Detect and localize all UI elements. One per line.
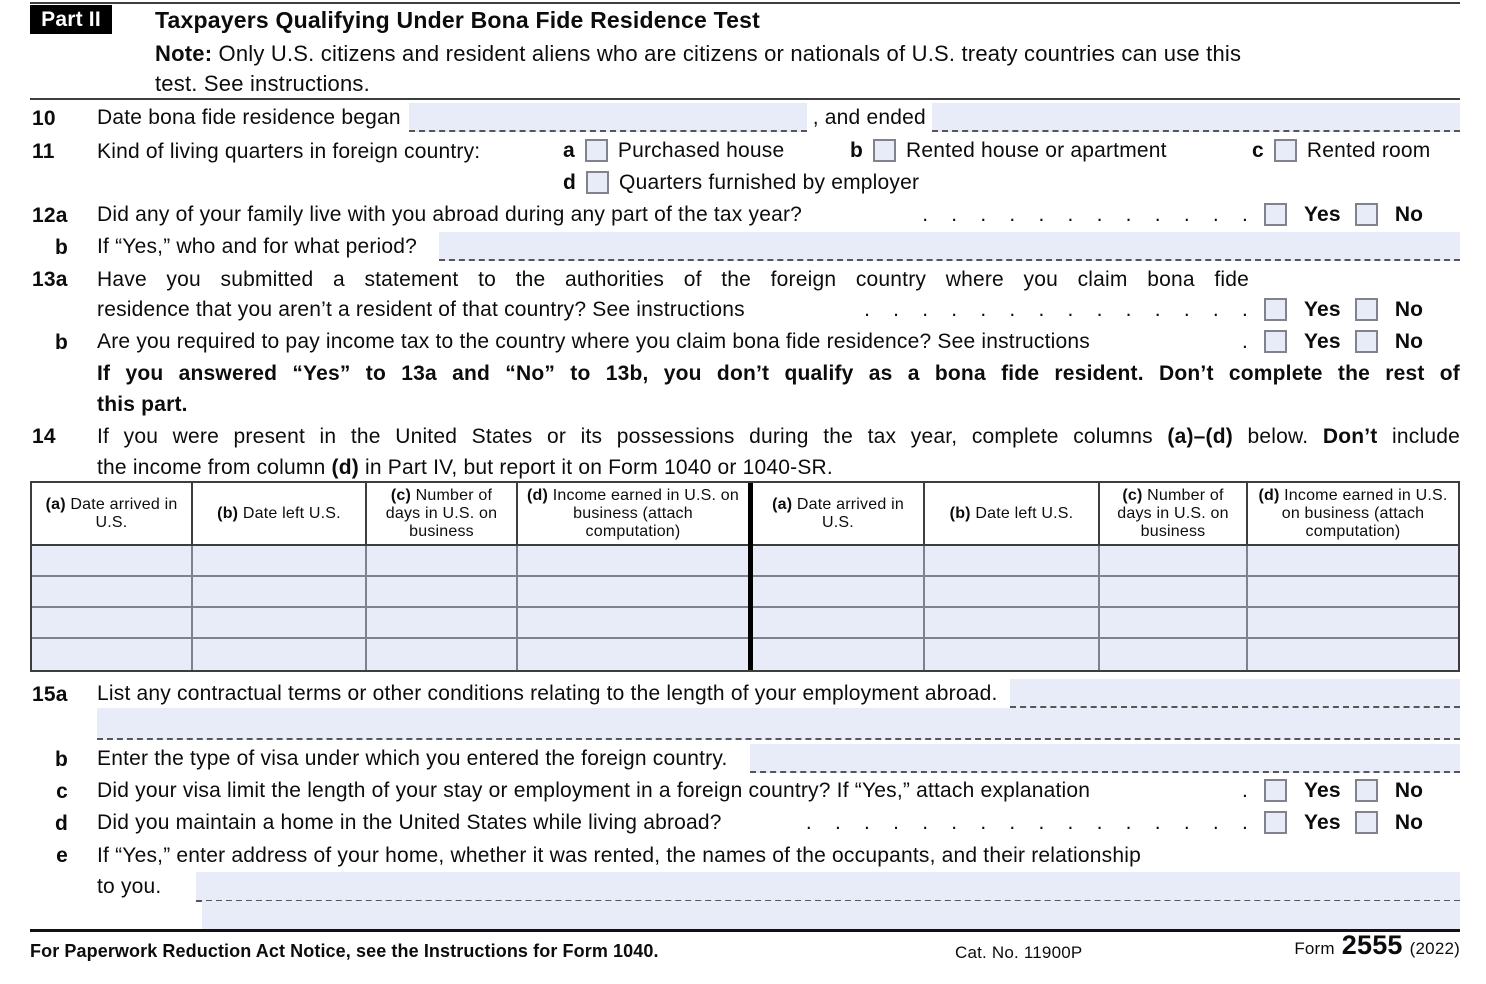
line13a-question-line2: residence that you aren’t a resident of that country? See instructions [97,297,745,321]
line12a-no-checkbox[interactable] [1355,203,1378,226]
line15e-row2 [97,873,1460,900]
note-line-2: test. See instructions. [155,71,370,96]
line15d-yes-checkbox[interactable] [1264,811,1287,834]
table-cell[interactable] [193,639,367,670]
residence-began-field[interactable] [409,103,807,132]
line10-row [97,104,1460,131]
line15c-yes-checkbox[interactable] [1264,779,1287,802]
bottom-rule [30,929,1460,932]
form-number: 2555 [1341,930,1403,960]
table-cell[interactable] [367,577,518,608]
line11-number: 11 [32,140,55,163]
table-cell[interactable] [367,608,518,639]
col-header-right-b: (b) Date left U.S. [925,483,1100,546]
line12b-question: If “Yes,” who and for what period? [97,234,418,258]
option-c-letter: c [1252,138,1264,162]
line13b-yes-checkbox[interactable] [1264,330,1287,353]
line12a-no-label: No [1394,202,1424,226]
option-c-label: Rented room [1306,138,1431,162]
line13a-yes-checkbox[interactable] [1264,298,1287,321]
line15a-number: 15a [32,683,68,706]
form-year: (2022) [1409,939,1460,958]
contractual-terms-field-line1[interactable] [1010,679,1460,708]
line15c-question: Did your visa limit the length of your stay or employment in a foreign country? If “Yes,” attach explanation [97,778,1091,802]
line15b-text: Enter the type of visa under which you entered the foreign country. [97,746,728,770]
table-cell[interactable] [367,546,518,577]
line14-number: 14 [32,425,56,448]
residence-ended-field[interactable] [932,103,1460,132]
line12a-dot-leader: . . . . . . . . . . . . [922,202,1248,226]
and-ended-label: , and ended [812,105,926,129]
col-header-left-b: (b) Date left U.S. [193,483,367,546]
home-address-field-line1[interactable] [196,872,1460,902]
line13b-no-checkbox[interactable] [1355,330,1378,353]
line15e-text-line2: to you. [97,874,162,898]
table-cell[interactable] [367,639,518,670]
line15d-dot-leader: . . . . . . . . . . . . . . . . [805,810,1248,834]
line13b-yesno-group [1264,330,1460,354]
quarters-employer-checkbox[interactable] [586,171,609,194]
table-cell[interactable] [193,608,367,639]
option-a-letter: a [563,138,575,162]
paperwork-reduction-notice: For Paperwork Reduction Act Notice, see the Instructions for Form 1040. [30,941,659,961]
line13a-dot-leader: . . . . . . . . . . . . . . [864,297,1248,321]
table-cell[interactable] [193,546,367,577]
table-cell[interactable] [753,639,925,670]
note-line-1: Note: Only U.S. citizens and resident aliens who are citizens or nationals of U.S. treaty countries can use this [155,41,1242,66]
line12a-number: 12a [32,204,68,227]
line12a-yes-label: Yes [1304,202,1341,226]
option-d-letter: d [563,170,577,194]
table-cell[interactable] [925,639,1100,670]
top-rule [30,2,1460,4]
option-b-letter: b [850,138,864,162]
option-rented-room [1252,137,1431,164]
note-prefix: Note: [155,41,213,66]
table-cell[interactable] [1100,546,1248,577]
line12a-question: Did any of your family live with you abroad during any part of the tax year? [97,202,803,226]
table-cell[interactable] [193,577,367,608]
rented-house-checkbox[interactable] [873,139,896,162]
option-rented-house [850,137,1167,164]
who-what-period-field[interactable] [439,232,1460,261]
table-cell[interactable] [753,577,925,608]
line12a-yes-checkbox[interactable] [1264,203,1287,226]
part-title: Taxpayers Qualifying Under Bona Fide Residence Test [155,7,760,33]
table-right-half [753,483,1458,670]
line15c-dot-leader: . [1241,778,1248,802]
table-cell[interactable] [1248,577,1458,608]
table-cell[interactable] [753,608,925,639]
form-number-block [1294,932,1460,959]
contractual-terms-field-line2[interactable] [97,708,1460,740]
option-quarters-employer [563,169,919,196]
table-cell[interactable] [925,577,1100,608]
line14-text-line1: If you were present in the United States or its possessions during the tax year, complete columns (a)–(d) below. Don’t include [97,425,1460,448]
line12b-row [97,233,1460,260]
line15d-no-label: No [1394,810,1424,834]
line15d-row [97,809,1460,836]
table-cell[interactable] [518,546,748,577]
part-label-box [30,5,112,34]
line13b-number: b [54,331,68,354]
line15d-yes-label: Yes [1304,810,1341,834]
line15d-question: Did you maintain a home in the United States while living abroad? [97,810,722,834]
option-d-label: Quarters furnished by employer [619,170,920,194]
option-b-label: Rented house or apartment [906,138,1167,162]
line15d-yesno-group [1264,811,1460,835]
line15c-yesno-group [1264,779,1460,803]
col-header-left-d: (d) Income earned in U.S. on business (attach computation) [518,483,748,546]
option-a-label: Purchased house [617,138,785,162]
line15d-number: d [54,812,68,835]
line13a-number: 13a [32,268,68,291]
line10-label: Date bona fide residence began [97,105,401,129]
col-header-right-c: (c) Number of days in U.S. on business [1100,483,1248,546]
line12b-number: b [54,236,68,259]
line15c-no-label: No [1394,778,1424,802]
presence-in-us-table [30,481,1460,672]
line15c-no-checkbox[interactable] [1355,779,1378,802]
table-cell[interactable] [32,608,193,639]
form-word: Form [1294,939,1335,958]
table-cell[interactable] [32,639,193,670]
option-purchased-house [563,137,784,164]
table-cell[interactable] [1100,577,1248,608]
line13b-dot-leader: . [1241,329,1248,353]
catalog-number: Cat. No. 11900P [955,943,1083,962]
table-cell[interactable] [518,639,748,670]
table-left-half [32,483,748,670]
line13b-question: Are you required to pay income tax to the country where you claim bona fide residence? See instructions [97,329,1090,353]
line11-label: Kind of living quarters in foreign country: [97,140,481,163]
line13b-no-label: No [1394,329,1424,353]
table-cell[interactable] [32,546,193,577]
table-cell[interactable] [1100,608,1248,639]
col-header-right-a: (a) Date arrived in U.S. [753,483,925,546]
table-cell[interactable] [518,577,748,608]
line15d-no-checkbox[interactable] [1355,811,1378,834]
line13a-question-line1: Have you submitted a statement to the authorities of the foreign country where you claim bona fide [97,268,1249,291]
line15a-row [97,680,1460,707]
line15b-number: b [54,748,68,771]
purchased-house-checkbox[interactable] [585,139,608,162]
line15c-number: c [56,780,68,803]
line15e-text-line1: If “Yes,” enter address of your home, whether it was rented, the names of the occupants, and their relationship [97,844,1141,867]
line13a-row2 [97,296,1460,323]
home-address-field-line2[interactable] [202,901,1460,929]
table-cell[interactable] [1248,546,1458,577]
warning-line-1: If you answered “Yes” to 13a and “No” to 13b, you don’t qualify as a bona fide resident. Don’t complete the rest of [97,362,1460,385]
note-rule [30,98,1460,100]
warning-line-2: this part. [97,393,188,416]
visa-type-field[interactable] [750,744,1460,773]
table-cell[interactable] [1248,608,1458,639]
line14-text-line2: the income from column (d) in Part IV, but report it on Form 1040 or 1040-SR. [97,456,833,479]
col-header-left-a: (a) Date arrived in U.S. [32,483,193,546]
line15a-text: List any contractual terms or other conditions relating to the length of your employment abroad. [97,681,998,705]
line15c-row [97,777,1460,804]
line12a-row [97,201,1460,228]
table-cell[interactable] [32,577,193,608]
table-cell[interactable] [518,608,748,639]
col-header-right-d: (d) Income earned in U.S. on business (attach computation) [1248,483,1458,546]
line13a-yes-label: Yes [1304,297,1341,321]
col-header-left-c: (c) Number of days in U.S. on business [367,483,518,546]
line13a-no-label: No [1394,297,1424,321]
line13b-row [97,328,1460,355]
part-label: Part II [41,7,101,31]
table-cell[interactable] [1100,639,1248,670]
line10-number: 10 [32,107,56,130]
line12a-yesno-group [1264,203,1460,227]
line13b-yes-label: Yes [1304,329,1341,353]
table-cell[interactable] [1248,639,1458,670]
table-cell[interactable] [753,546,925,577]
table-cell[interactable] [925,546,1100,577]
line15b-row [97,745,1460,772]
table-cell[interactable] [925,608,1100,639]
rented-room-checkbox[interactable] [1274,139,1297,162]
line15e-number: e [56,844,68,867]
line15c-yes-label: Yes [1304,778,1341,802]
line13a-yesno-group [1264,298,1460,322]
line13a-no-checkbox[interactable] [1355,298,1378,321]
